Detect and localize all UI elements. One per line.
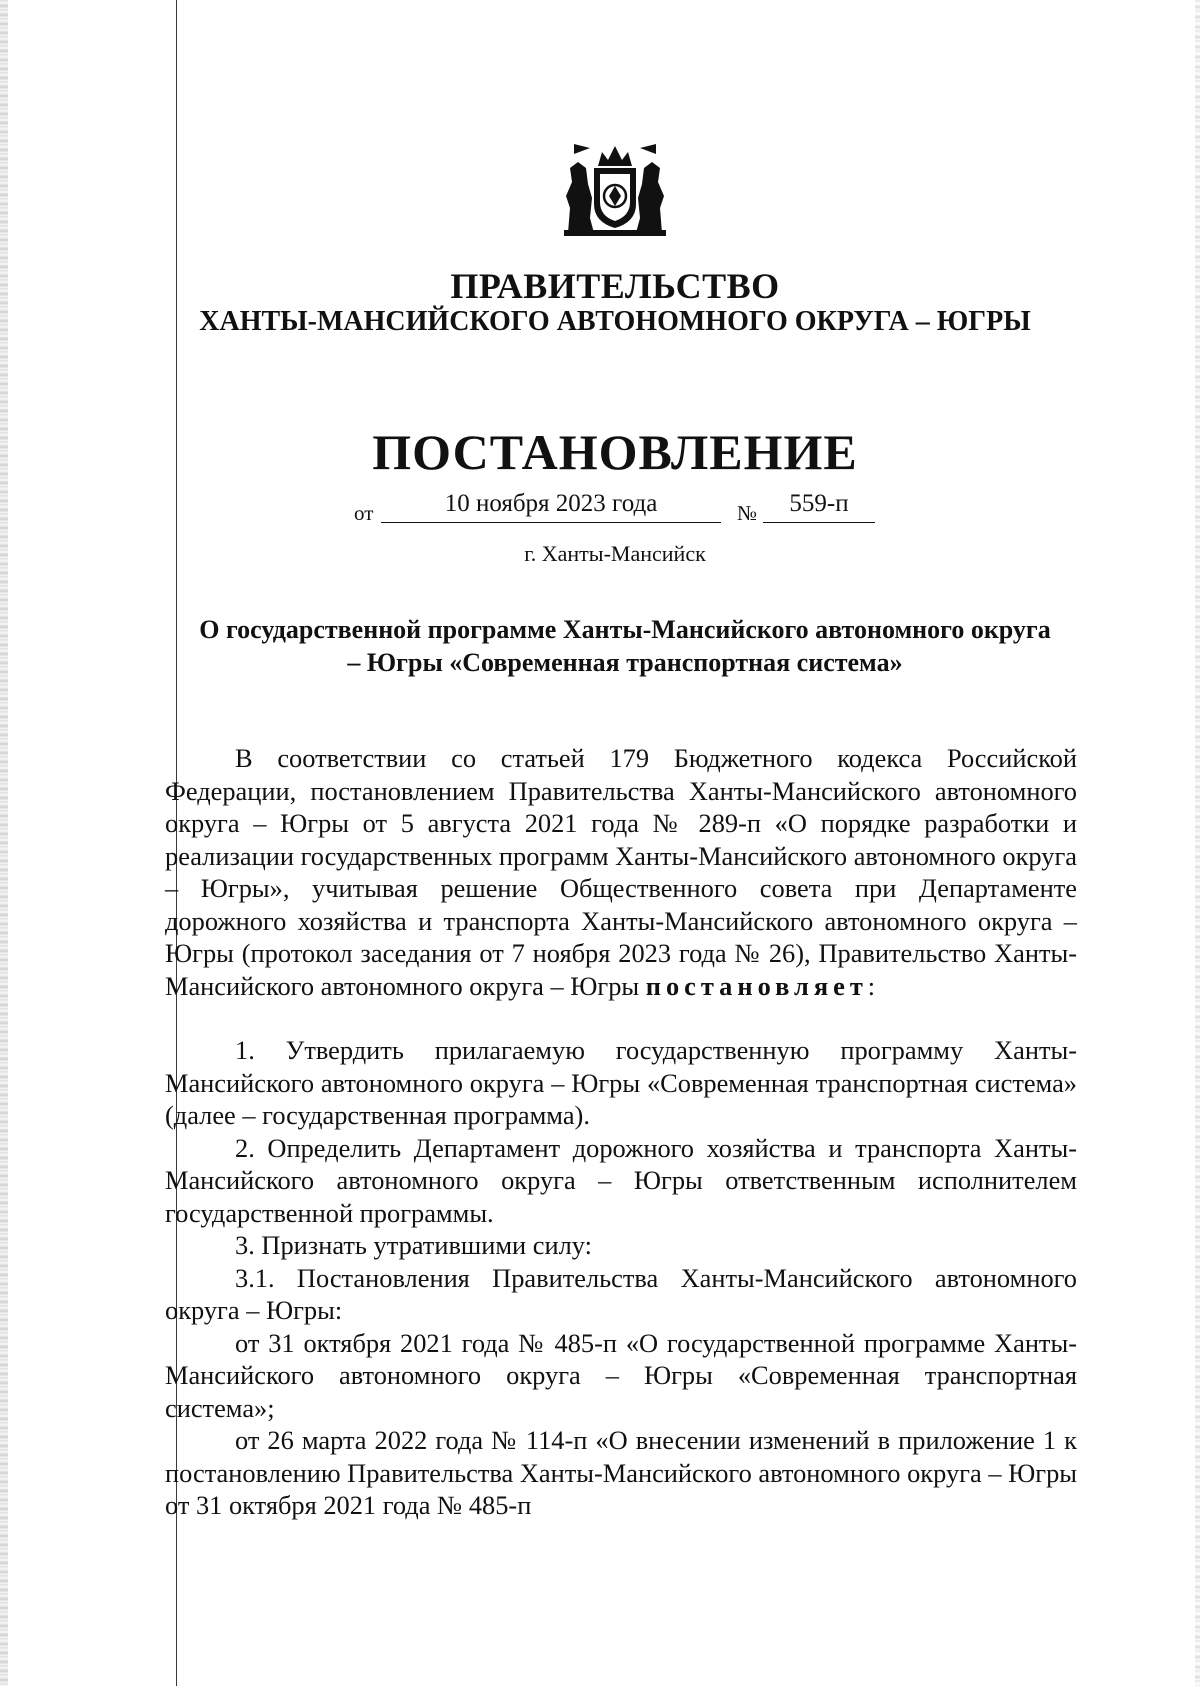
paragraph-3-1: 3.1. Постановления Правительства Ханты-Мансийского автономного округа – Югры: — [165, 1262, 1077, 1325]
document-subject: О государственной программе Ханты-Мансийского автономного округа – Югры «Современная транспортная система» — [199, 615, 1051, 677]
document-number: 559-п — [763, 486, 875, 523]
preamble-paragraph — [165, 742, 1077, 1002]
document-date: 10 ноября 2023 года — [381, 486, 721, 523]
date-prefix: от — [354, 501, 374, 525]
scan-edge-right — [1195, 0, 1200, 1686]
number-sign: № — [737, 501, 758, 525]
resolves-suffix: : — [867, 970, 876, 1001]
region-title: ХАНТЫ-МАНСИЙСКОГО АВТОНОМНОГО ОКРУГА – ЮГРЫ — [199, 306, 1031, 337]
coat-of-arms-icon — [560, 138, 670, 238]
document-type-title: ПОСТАНОВЛЕНИЕ — [372, 424, 858, 480]
paragraph-1: 1. Утвердить прилагаемую государственную программу Ханты-Мансийского автономного округа – Югры «Современная транспортная система» (далее – государственная программа). — [165, 1035, 1077, 1130]
preamble-text: В соответствии со статьей 179 Бюджетного кодекса Российской Федерации, постановлением Правительства Ханты-Мансийского автономного округа – Югры от 5 августа 2021 года № 289-п «О порядке разработки и реализации государственных программ Ханты-Мансийского автономного округа – Югры», учитывая решение Общественного совета при Департаменте дорожного хозяйства и транспорта Ханты-Мансийского автономного округа – Югры (протокол заседания от 7 ноября 2023 года № 26), Правительство Ханты-Мансийского автономного округа – Югры — [165, 743, 1077, 1001]
paragraph-2: 2. Определить Департамент дорожного хозяйства и транспорта Ханты-Мансийского автономного округа – Югры ответственным исполнителем государственной программы. — [165, 1132, 1077, 1228]
paragraph-3: 3. Признать утратившими силу: — [235, 1230, 592, 1260]
resolves-word: постановляет — [645, 970, 868, 1001]
paragraph-repeal-1: от 31 октября 2021 года № 485-п «О государственной программе Ханты-Мансийского автономного округа – Югры «Современная транспортная система»; — [165, 1327, 1077, 1423]
document-city: г. Ханты-Мансийск — [524, 541, 706, 566]
scan-edge-left — [0, 0, 8, 1686]
paragraph-repeal-2: от 26 марта 2022 года № 114-п «О внесении изменений в приложение 1 к постановлению Правительства Ханты-Мансийского автономного округа – Югры от 31 октября 2021 года № 485-п — [165, 1425, 1077, 1520]
government-title: ПРАВИТЕЛЬСТВО — [450, 266, 780, 306]
document-body — [165, 742, 1077, 1522]
